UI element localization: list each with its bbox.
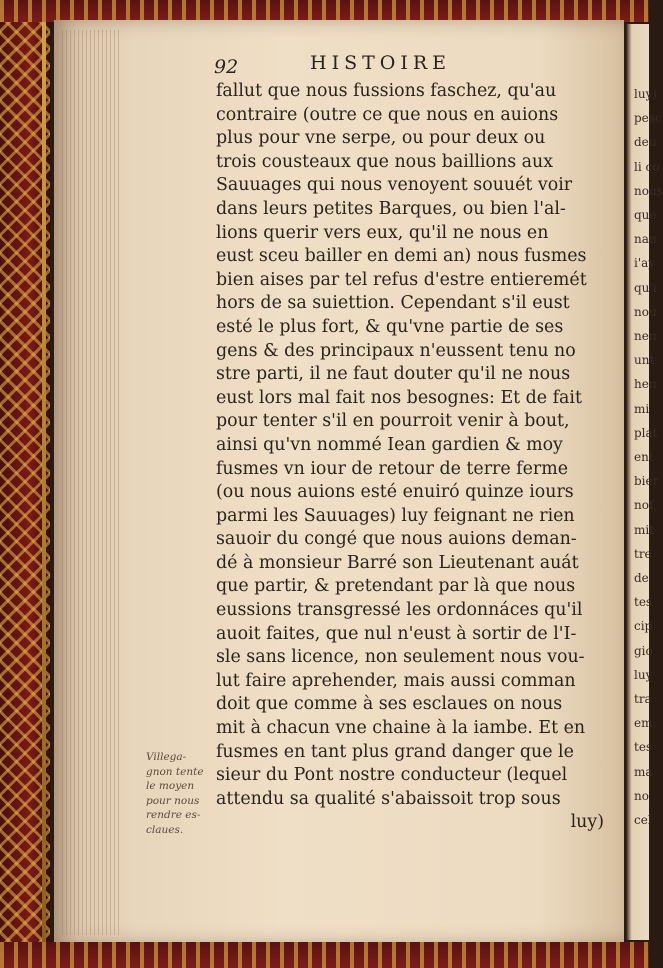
text-line: eust lors mal fait nos besognes: Et de fait: [216, 387, 582, 408]
adjacent-page-fragment: li co: [634, 159, 660, 174]
text-line: mit à chacun vne chaine à la iambe. Et en: [216, 718, 586, 739]
adjacent-page-fragment: nous: [634, 183, 663, 198]
margin-note-line: Villega-: [146, 751, 187, 763]
adjacent-page-fragment: luy: [634, 667, 653, 682]
text-line: dé à monsieur Barré son Lieutenant auát: [216, 552, 579, 573]
adjacent-page-fragment: cip: [634, 619, 653, 634]
text-line: lions querir vers eux, qu'il ne nous en: [216, 222, 549, 243]
text-line: sauoir du congé que nous auions deman-: [216, 529, 577, 550]
adjacent-page-fragment: tra: [634, 692, 652, 706]
adjacent-page-fragment: de: [634, 571, 649, 585]
text-line: bien aises par tel refus d'estre entieremét: [216, 269, 587, 290]
adjacent-page-fragment: unt: [634, 353, 655, 368]
margin-note-line: le moyen: [146, 780, 195, 793]
text-line: eust sceu bailler en demi an) nous fusmes: [216, 246, 587, 267]
adjacent-page-fragment: luy): [634, 87, 658, 101]
adjacent-page-fragment: nan: [634, 232, 657, 247]
book-top-edge: [0, 0, 649, 22]
text-line: stre parti, il ne faut douter qu'il ne nous: [216, 364, 571, 385]
adjacent-page-fragment: hen: [634, 377, 657, 392]
adjacent-page-fragment: qu'i: [634, 280, 657, 295]
book-cover-edge: [0, 0, 50, 968]
text-line: Sauuages qui nous venoyent souuét voir: [216, 175, 573, 196]
text-line: que partir, & pretendant par là que nous: [216, 576, 576, 597]
adjacent-page-fragment: ent: [634, 450, 654, 464]
adjacent-page-fragment: mi: [634, 401, 650, 416]
text-line: parmi les Sauuages) luy feignant ne rien: [216, 505, 575, 526]
adjacent-page-fragment: ma: [634, 764, 653, 779]
adjacent-page-fragment: tes: [634, 595, 653, 610]
margin-note-line: claues.: [146, 823, 184, 836]
margin-note-line: pour nous: [146, 794, 200, 807]
adjacent-page-fragment: plat: [634, 425, 658, 440]
adjacent-page-fragment: pesc: [634, 111, 662, 126]
adjacent-page-fragment: nof: [634, 498, 654, 513]
text-line: plus pour vne serpe, ou pour deux ou: [216, 128, 546, 149]
text-line: gens & des principaux n'eussent tenu no: [216, 340, 576, 361]
adjacent-page-fragment: cel: [634, 813, 652, 827]
adjacent-page-fragment: nou: [634, 304, 657, 319]
adjacent-page-fragment: em: [634, 716, 653, 731]
adjacent-page-fragment: nen: [634, 329, 657, 343]
page-gutter: [62, 30, 122, 935]
page-number: 92: [214, 56, 239, 78]
text-line: eussions transgressé les ordonnáces qu'il: [216, 600, 583, 621]
page-text-block: [216, 50, 612, 835]
text-line: attendu sa qualité s'abaissoit trop sous: [216, 788, 561, 809]
running-title: HISTOIRE: [310, 52, 452, 74]
adjacent-page-fragment: que: [634, 208, 657, 222]
adjacent-page-fragment: no: [634, 788, 649, 803]
text-line: ainsi qu'vn nommé Iean gardien & moy: [216, 434, 563, 455]
text-line: fusmes vn iour de retour de terre ferme: [216, 458, 568, 479]
adjacent-page-fragment: i'ay: [634, 256, 656, 271]
adjacent-page-fragment: tre: [634, 546, 652, 561]
text-line: sle sans licence, non seulement nous vou-: [216, 647, 585, 668]
book-bottom-edge: [0, 942, 649, 968]
text-line: lut faire aprehender, mais aussi comman: [216, 670, 576, 691]
adjacent-page-fragment: tes: [634, 740, 653, 755]
text-line: doit que comme à ses esclaues on nous: [216, 694, 563, 715]
adjacent-page-fragment: gio: [634, 643, 653, 658]
body-text: [216, 80, 612, 835]
text-line: trois cousteaux que nous baillions aux: [216, 151, 554, 172]
text-line: hors de sa suiettion. Cependant s'il eust: [216, 293, 570, 314]
text-line: luy): [570, 812, 604, 833]
margin-note: [146, 750, 218, 838]
page-header: [216, 50, 612, 80]
adjacent-page-fragment: bier: [634, 474, 659, 489]
adjacent-page-fragment: mit: [634, 522, 655, 537]
text-line: contraire (outre ce que nous en auions: [216, 104, 559, 125]
text-line: dans leurs petites Barques, ou bien l'al-: [216, 198, 566, 219]
margin-note-line: rendre es-: [146, 809, 201, 822]
adjacent-page-fragment: deu: [634, 135, 657, 150]
text-line: fusmes en tant plus grand danger que le: [216, 741, 574, 762]
text-line: sieur du Pont nostre conducteur (lequel: [216, 765, 568, 786]
text-line: auoit faites, que nul n'eust à sortir de l'I-: [216, 623, 577, 644]
text-line: (ou nous auions esté enuiró quinze iours: [216, 482, 574, 503]
adjacent-page-strip: [626, 24, 663, 940]
text-line: esté le plus fort, & qu'vne partie de ses: [216, 316, 564, 337]
text-line: pour tenter s'il en pourroit venir à bout,: [216, 411, 570, 432]
margin-note-line: gnon tente: [146, 765, 204, 778]
text-line: fallut que nous fussions faschez, qu'au: [216, 81, 557, 101]
